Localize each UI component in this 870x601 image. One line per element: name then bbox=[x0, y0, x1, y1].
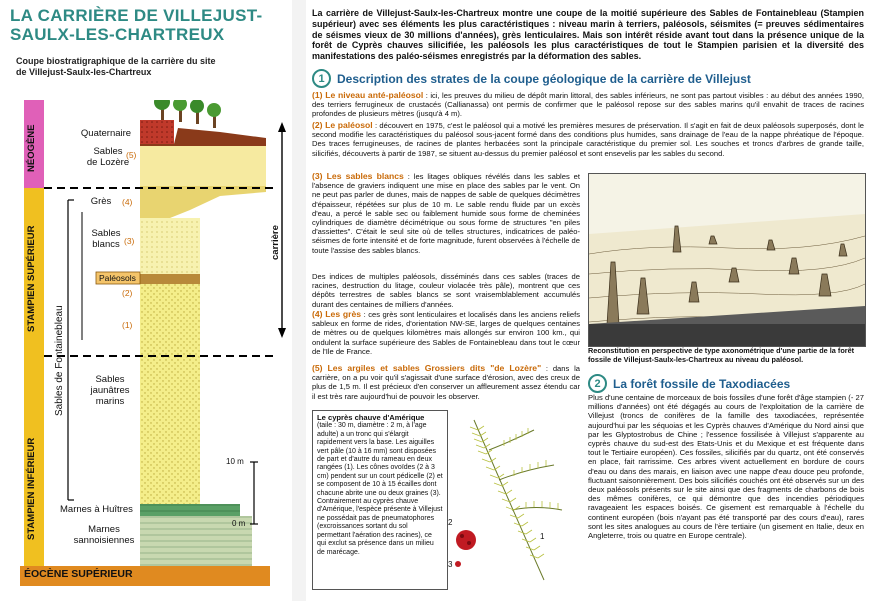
era-stampien-sup-label: STAMPIEN SUPÉRIEUR bbox=[26, 225, 37, 332]
forest-drawing bbox=[589, 174, 865, 346]
section1-title: Description des strates de la coupe géologique de la carrière de Villejust bbox=[337, 71, 751, 86]
layer-paleosols: Paléosols bbox=[99, 273, 136, 283]
layer-num-5: (5) bbox=[126, 150, 137, 160]
page-title: LA CARRIÈRE DE VILLEJUST- SAULX-LES-CHARTREUX bbox=[10, 6, 263, 44]
strata-paragraph-1: (1) Le niveau anté-paléosol : ici, les preuves du milieu de dépôt marin littoral, des sables inférieurs, ne sont pas partout visibles : au début des années 1990, des terriers ferrugineux de crustacés (Callianassa) ont permis de confirmer que le paléosol repose sur des sables marins qu'il envahit de traces de racines profondes de plusieurs mètres (jusqu'à 4 m). bbox=[312, 90, 864, 119]
scale-0m: 0 m bbox=[232, 519, 246, 528]
intro-paragraph: La carrière de Villejust-Saulx-les-Chartreux montre une coupe de la moitié supérieure des Sables de Fontainebleau (Stampien supérieur) avec ses éléments les plus caractéristiques : niveau marin à terriers, paléosols, séismites (= preuves sédimentaires de séismes vieux de 30 millions d'années), grès lenticulaires. Mais son intérêt réside avant tout dans la présence unique de la forêt de Cyprès chauves silicifiée, les paléosols les plus caractéristiques de tout le Stampien parisien et la diversité des manifestations des paléo-séismes enregistrés par la déformation des sables. bbox=[312, 8, 864, 62]
cypress-label-3: 3 bbox=[448, 560, 453, 569]
column-subtitle: Coupe biostratigraphique de la carrière du site de Villejust-Saulx-les-Chartreux bbox=[16, 56, 216, 77]
strata-paragraph-3b: Des indices de multiples paléosols, disséminés dans ces sables (traces de racines, destruction du litage, couleur violacée très pâle), montrent que ces dépôts terrestres de sables blancs se sont vraisemblablement accumulés durant des centaines de milliers d'années. bbox=[312, 272, 580, 309]
layer-num-2: (2) bbox=[122, 288, 133, 298]
section2-title: La forêt fossile de Taxodiacées bbox=[613, 376, 791, 391]
section2-paragraph: Plus d'une centaine de morceaux de bois fossiles d'une forêt d'âge stampien (- 27 millions d'années) ont été dégagés au cours de l'exploitation de la carrière de Villejust (troncs de conifères de la famille des taxodiacées, représentée aujourd'hui par les séquoias et les Cyprès chauves d'Amérique du Nord ainsi que par les Glyptostrobus de Chine ; l'essence fossilisée à Villejust s'apparente au cyprès chauve du sud-est des Etats-Unis et du Mexique et est fréquente dans tout le Tertiaire européen). Ces fossiles, silicifiés par du quartz, ont été conservés en place, fait rarrissime. Ces arbres vivent actuellement en bordure de cours d'eau ou dans des marais, en liaison avec une nappe d'eau douce peu profonde, fluctuant saisonnièrement. Des bois silicifiés couchés ont été observés sur un des deux paléosols présents sur le site ainsi que des fragments de charbons de bois des mêmes conifères, ce qui démontre que des incendies périodiques ravageaient les espaces boisés. Ce gisement est remarquable à l'échelle du continent européen (bois n'ayant pas été transporté par des cours d'eau), rares sont les sites analogues au cours de l'ère tertiaire (un gisement en Italie, deux en Angleterre, trois ou quatre en Europe centrale). bbox=[588, 393, 864, 541]
forest-illustration bbox=[588, 173, 866, 347]
cypress-box-text: (taile : 30 m, diamètre : 2 m, à l'age adulte) a un tronc qui s'élargit rapidement vers la base. Les aiguilles vert pâle (10 à 16 mm) sont disposées de part et d'autre du rameau en deux rangées (1). Les cônes ovoïdes (2 à 3 cm) pendent sur un court pédicelle (2) et se composent de 10 à 15 écailles dont chacune abrite une ou deux graines (3). Contrairement au cyprès chauve d'Amérique, l'espèce présente à Villejust ne possédait pas de pneumatophores (excroissances sortant du sol permettant l'aération des racines), ce qui exclut sa présence dans un milieu de marécage. bbox=[317, 422, 443, 556]
layer-gres: Grès bbox=[90, 196, 112, 207]
layer-marnes-sannoisiennes: Marnes sannoisiennes bbox=[73, 524, 135, 546]
section2-number: 2 bbox=[588, 374, 607, 393]
illustration-caption: Reconstitution en perspective de type axonométrique d'une partie de la forêt fossile de Villejust-Saulx-les-Chartreux au niveau du paléosol. bbox=[588, 346, 855, 364]
sables-fontainebleau-label: Sables de Fontainebleau bbox=[54, 305, 65, 416]
carriere-label: carrière bbox=[270, 225, 281, 260]
cypress-label-2: 2 bbox=[448, 518, 453, 527]
layer-sables-blancs: Sables blancs bbox=[91, 228, 121, 250]
layer-quaternaire: Quaternaire bbox=[80, 128, 132, 139]
fold-divider bbox=[292, 0, 306, 601]
era-neogene-label: NÉOGÈNE bbox=[26, 124, 37, 172]
cypress-info-box bbox=[312, 410, 448, 590]
layer-num-3: (3) bbox=[124, 236, 135, 246]
cypress-label-1: 1 bbox=[540, 532, 545, 541]
cypress-drawing bbox=[444, 410, 580, 590]
strata-paragraph-4: (4) Les grès : ces grès sont lenticulaires et localisés dans les anciens reliefs sableux en forme de rides, d'orientation NW-SE, larges de quelques centaines de mètres ou de quelques kilomètres mais allongés sur environ 100 km., qui ondulent la surface supérieure des Sables de Fontainebleau dans tout le cœur de l'Ile de France. bbox=[312, 309, 580, 356]
layer-num-4: (4) bbox=[122, 197, 133, 207]
era-stampien-inf-label: STAMPIEN INFÉRIEUR bbox=[26, 437, 37, 540]
strata-paragraph-3: (3) Les sables blancs : les litages obliques révélés dans les sables et l'absence de graviers indiquent une mise en place des sables par le vent. On ne peut pas parler de dunes, mais de nappes de sable de quelques décimètres d'épaisseur, répétées sur plus de 10 m. Le sable rendu fluide par un excès d'eau, a percé le sable sec ou faiblement humide sous forme de cheminées cylindriques de diamètre décimétrique ou sous forme de structures "en piles d'assiettes". C'était le seul site où de telles structures, indicatrices de paléo-séismes de forte intensité et de forte magnitude, furent observées à l'échelle de toute l'assise des sables blancs. bbox=[312, 171, 580, 255]
layer-sables-lozere: Sables de Lozère bbox=[86, 146, 130, 168]
strata-paragraph-5: (5) Les argiles et sables Grossiers dits "de Lozère" : dans la carrière, on a pu voir qu'il s'agissait d'une surface d'érosion, avec des creux de plus de 1,5 m. Il est précieux d'en conserver un affleurement assez étendu car il est très rare aujourd'hui de pouvoir les observer. bbox=[312, 363, 580, 401]
section1-header bbox=[312, 69, 864, 88]
section2-header bbox=[588, 374, 864, 393]
stratigraphic-column bbox=[20, 100, 292, 590]
era-eocene-label: ÉOCÈNE SUPÉRIEUR bbox=[24, 568, 133, 580]
cypress-branch-drawing bbox=[444, 410, 580, 590]
section1-number: 1 bbox=[312, 69, 331, 88]
layer-marnes-huitres: Marnes à Huîtres bbox=[60, 504, 133, 515]
layer-sables-jaunatres: Sables jaunâtres marins bbox=[90, 374, 130, 407]
scale-10m: 10 m bbox=[226, 457, 244, 466]
cypress-box-title: Le cyprès chauve d'Amérique bbox=[317, 413, 425, 422]
strata-paragraph-2: (2) Le paléosol : découvert en 1975, c'est le paléosol qui a motivé les premières mesures de préservation. Il s'agit en fait de deux paléosols superposés, dont le second modifie les caractéristiques du paléosol sous-jacent formé dans des conditions plus humides, sans drainage de l'eau de la nappe phréatique de l'époque. Des traces ferrugineuses, de racines de plantes herbacées sont la principale caractéristique du premier sol. Les souches et troncs d'arbres de grande taille, silicifiés, découverts à partir de 1987, se situent au-dessus du premier paléosol et sont ensevelis par les sables du second. bbox=[312, 120, 864, 158]
layer-num-1: (1) bbox=[122, 320, 133, 330]
